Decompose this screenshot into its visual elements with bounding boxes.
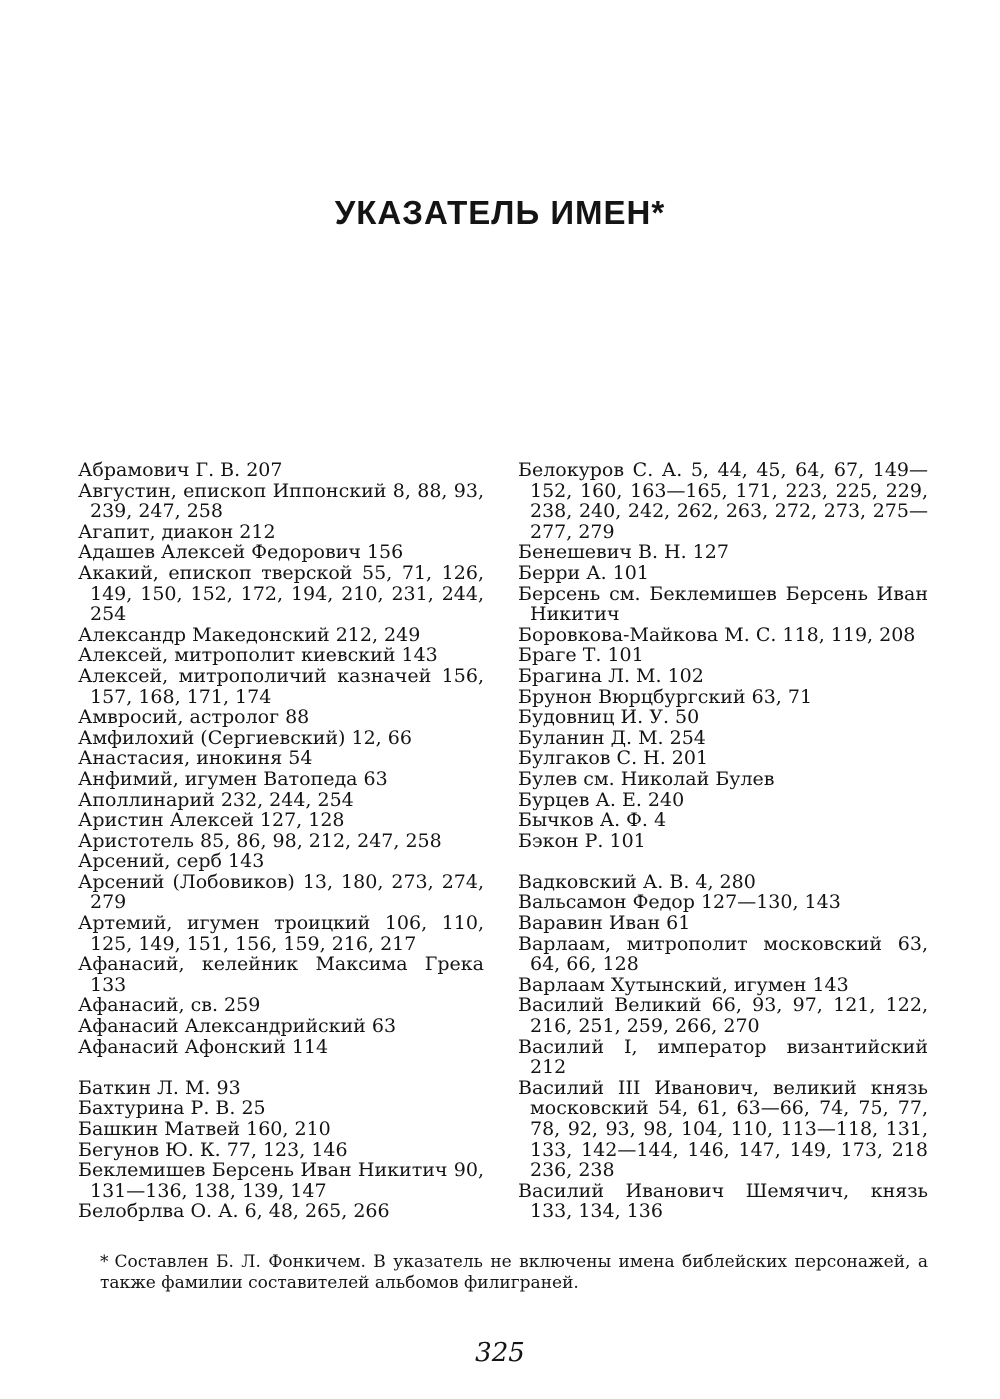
index-entry: Варавин Иван 61 <box>518 912 691 935</box>
index-entry: Брунон Вюрцбургский 63, 71 <box>518 685 813 708</box>
index-entry: Берри А. 101 <box>518 561 649 584</box>
index-entry: Башкин Матвей 160, 210 <box>78 1118 331 1140</box>
index-entry: Анастасия, инокиня 54 <box>78 747 313 770</box>
index-entry: Александр Македонский 212, 249 <box>78 623 421 646</box>
index-entry: Амфилохий (Сергиевский) 12, 66 <box>78 726 412 749</box>
index-entry: Берсень см. Беклемишев Берсень Иван Никитич <box>518 582 928 626</box>
index-entry: Афанасий Афонский 114 <box>78 1035 329 1058</box>
index-entry: Будовниц И. У. 50 <box>518 706 700 729</box>
index-entry: Августин, епископ Иппонский 8, 88, 93, 239, 247, 258 <box>78 479 484 523</box>
index-entry: Адашев Алексей Федорович 156 <box>78 541 404 564</box>
index-entry: Аполлинарий 232, 244, 254 <box>78 788 354 811</box>
index-entry: Булев см. Николай Булев <box>518 767 775 790</box>
index-entry: Арсений, серб 143 <box>78 850 265 873</box>
letter-group-separator <box>518 851 928 872</box>
index-entry: Василий Великий 66, 93, 97, 121, 122, 216, 251, 259, 266, 270 <box>518 994 928 1038</box>
index-entry: Бенешевич В. Н. 127 <box>518 541 729 564</box>
index-entry: Вальсамон Федор 127—130, 143 <box>518 891 841 914</box>
index-entry: Беклемишев Берсень Иван Никитич 90, 131—136, 138, 139, 147 <box>78 1159 484 1202</box>
index-entry: Арсений (Лобовиков) 13, 180, 273, 274, 279 <box>78 870 484 914</box>
index-entry: Анфимий, игумен Ватопеда 63 <box>78 767 388 790</box>
index-entry: Баткин Л. М. 93 <box>78 1076 241 1099</box>
index-entry: Булгаков С. Н. 201 <box>518 747 709 770</box>
index-entry: Василий III Иванович, великий князь московский 54, 61, 63—66, 74, 75, 77, 78, 92, 93, 98, 104, 110, 113—118, 131, 133, 142—144, 146, 147, 149, 173, 218 236, 238 <box>518 1076 928 1182</box>
footnote-text: Составлен Б. Л. Фонкичем. В указатель не включены имена библейских персонажей, а также фамилии составителей альбомов филиграней. <box>100 1252 928 1293</box>
page-number: 325 <box>475 1338 525 1368</box>
index-entry: Аристин Алексей 127, 128 <box>78 809 345 832</box>
index-entry: Агапит, диакон 212 <box>78 520 276 543</box>
letter-group-separator <box>78 1057 484 1078</box>
index-entry: Браге Т. 101 <box>518 644 644 667</box>
index-column-left <box>78 460 484 1222</box>
index-entry: Белобрлва О. А. 6, 48, 265, 266 <box>78 1200 390 1223</box>
page-title: УКАЗАТЕЛЬ ИМЕН* <box>334 194 666 231</box>
index-entry: Буланин Д. М. 254 <box>518 726 706 749</box>
index-entry: Амвросий, астролог 88 <box>78 706 310 729</box>
index-entry: Абрамович Г. В. 207 <box>78 459 283 481</box>
index-entry: Варлаам, митрополит московский 63, 64, 66, 128 <box>518 932 928 976</box>
index-entry: Василий Иванович Шемячич, князь 133, 134, 136 <box>518 1179 928 1223</box>
index-entry: Василий I, император византийский 212 <box>518 1035 928 1079</box>
index-entry: Афанасий Александрийский 63 <box>78 1015 397 1038</box>
index-entry: Аристотель 85, 86, 98, 212, 247, 258 <box>78 829 442 852</box>
index-entry: Бурцев А. Е. 240 <box>518 788 685 811</box>
index-entry: Бэкон Р. 101 <box>518 829 646 852</box>
index-entry: Боровкова-Майкова М. С. 118, 119, 208 <box>518 623 916 646</box>
index-entry: Бычков А. Ф. 4 <box>518 809 667 832</box>
index-entry: Белокуров С. А. 5, 44, 45, 64, 67, 149—152, 160, 163—165, 171, 223, 225, 229, 238, 240, 242, 262, 263, 272, 273, 275—277, 279 <box>518 459 928 543</box>
index-entry: Варлаам Хутынский, игумен 143 <box>518 973 849 996</box>
index-entry: Афанасий, св. 259 <box>78 994 261 1017</box>
index-entry: Алексей, митрополичий казначей 156, 157, 168, 171, 174 <box>78 664 484 708</box>
index-column-right <box>518 460 928 1222</box>
index-entry: Брагина Л. М. 102 <box>518 664 704 687</box>
index-entry: Афанасий, келейник Максима Грека 133 <box>78 953 484 996</box>
index-entry: Бегунов Ю. К. 77, 123, 146 <box>78 1138 348 1161</box>
index-entry: Вадковский А. В. 4, 280 <box>518 870 756 893</box>
index-entry: Акакий, епископ тверской 55, 71, 126, 149, 150, 152, 172, 194, 210, 231, 244, 254 <box>78 561 484 626</box>
footnote-mark: * <box>100 1252 109 1272</box>
footnote <box>100 1252 928 1294</box>
index-entry: Алексей, митрополит киевский 143 <box>78 644 438 667</box>
index-entry: Бахтурина Р. В. 25 <box>78 1097 266 1120</box>
index-entry: Артемий, игумен троицкий 106, 110, 125, 149, 151, 156, 159, 216, 217 <box>78 912 484 955</box>
